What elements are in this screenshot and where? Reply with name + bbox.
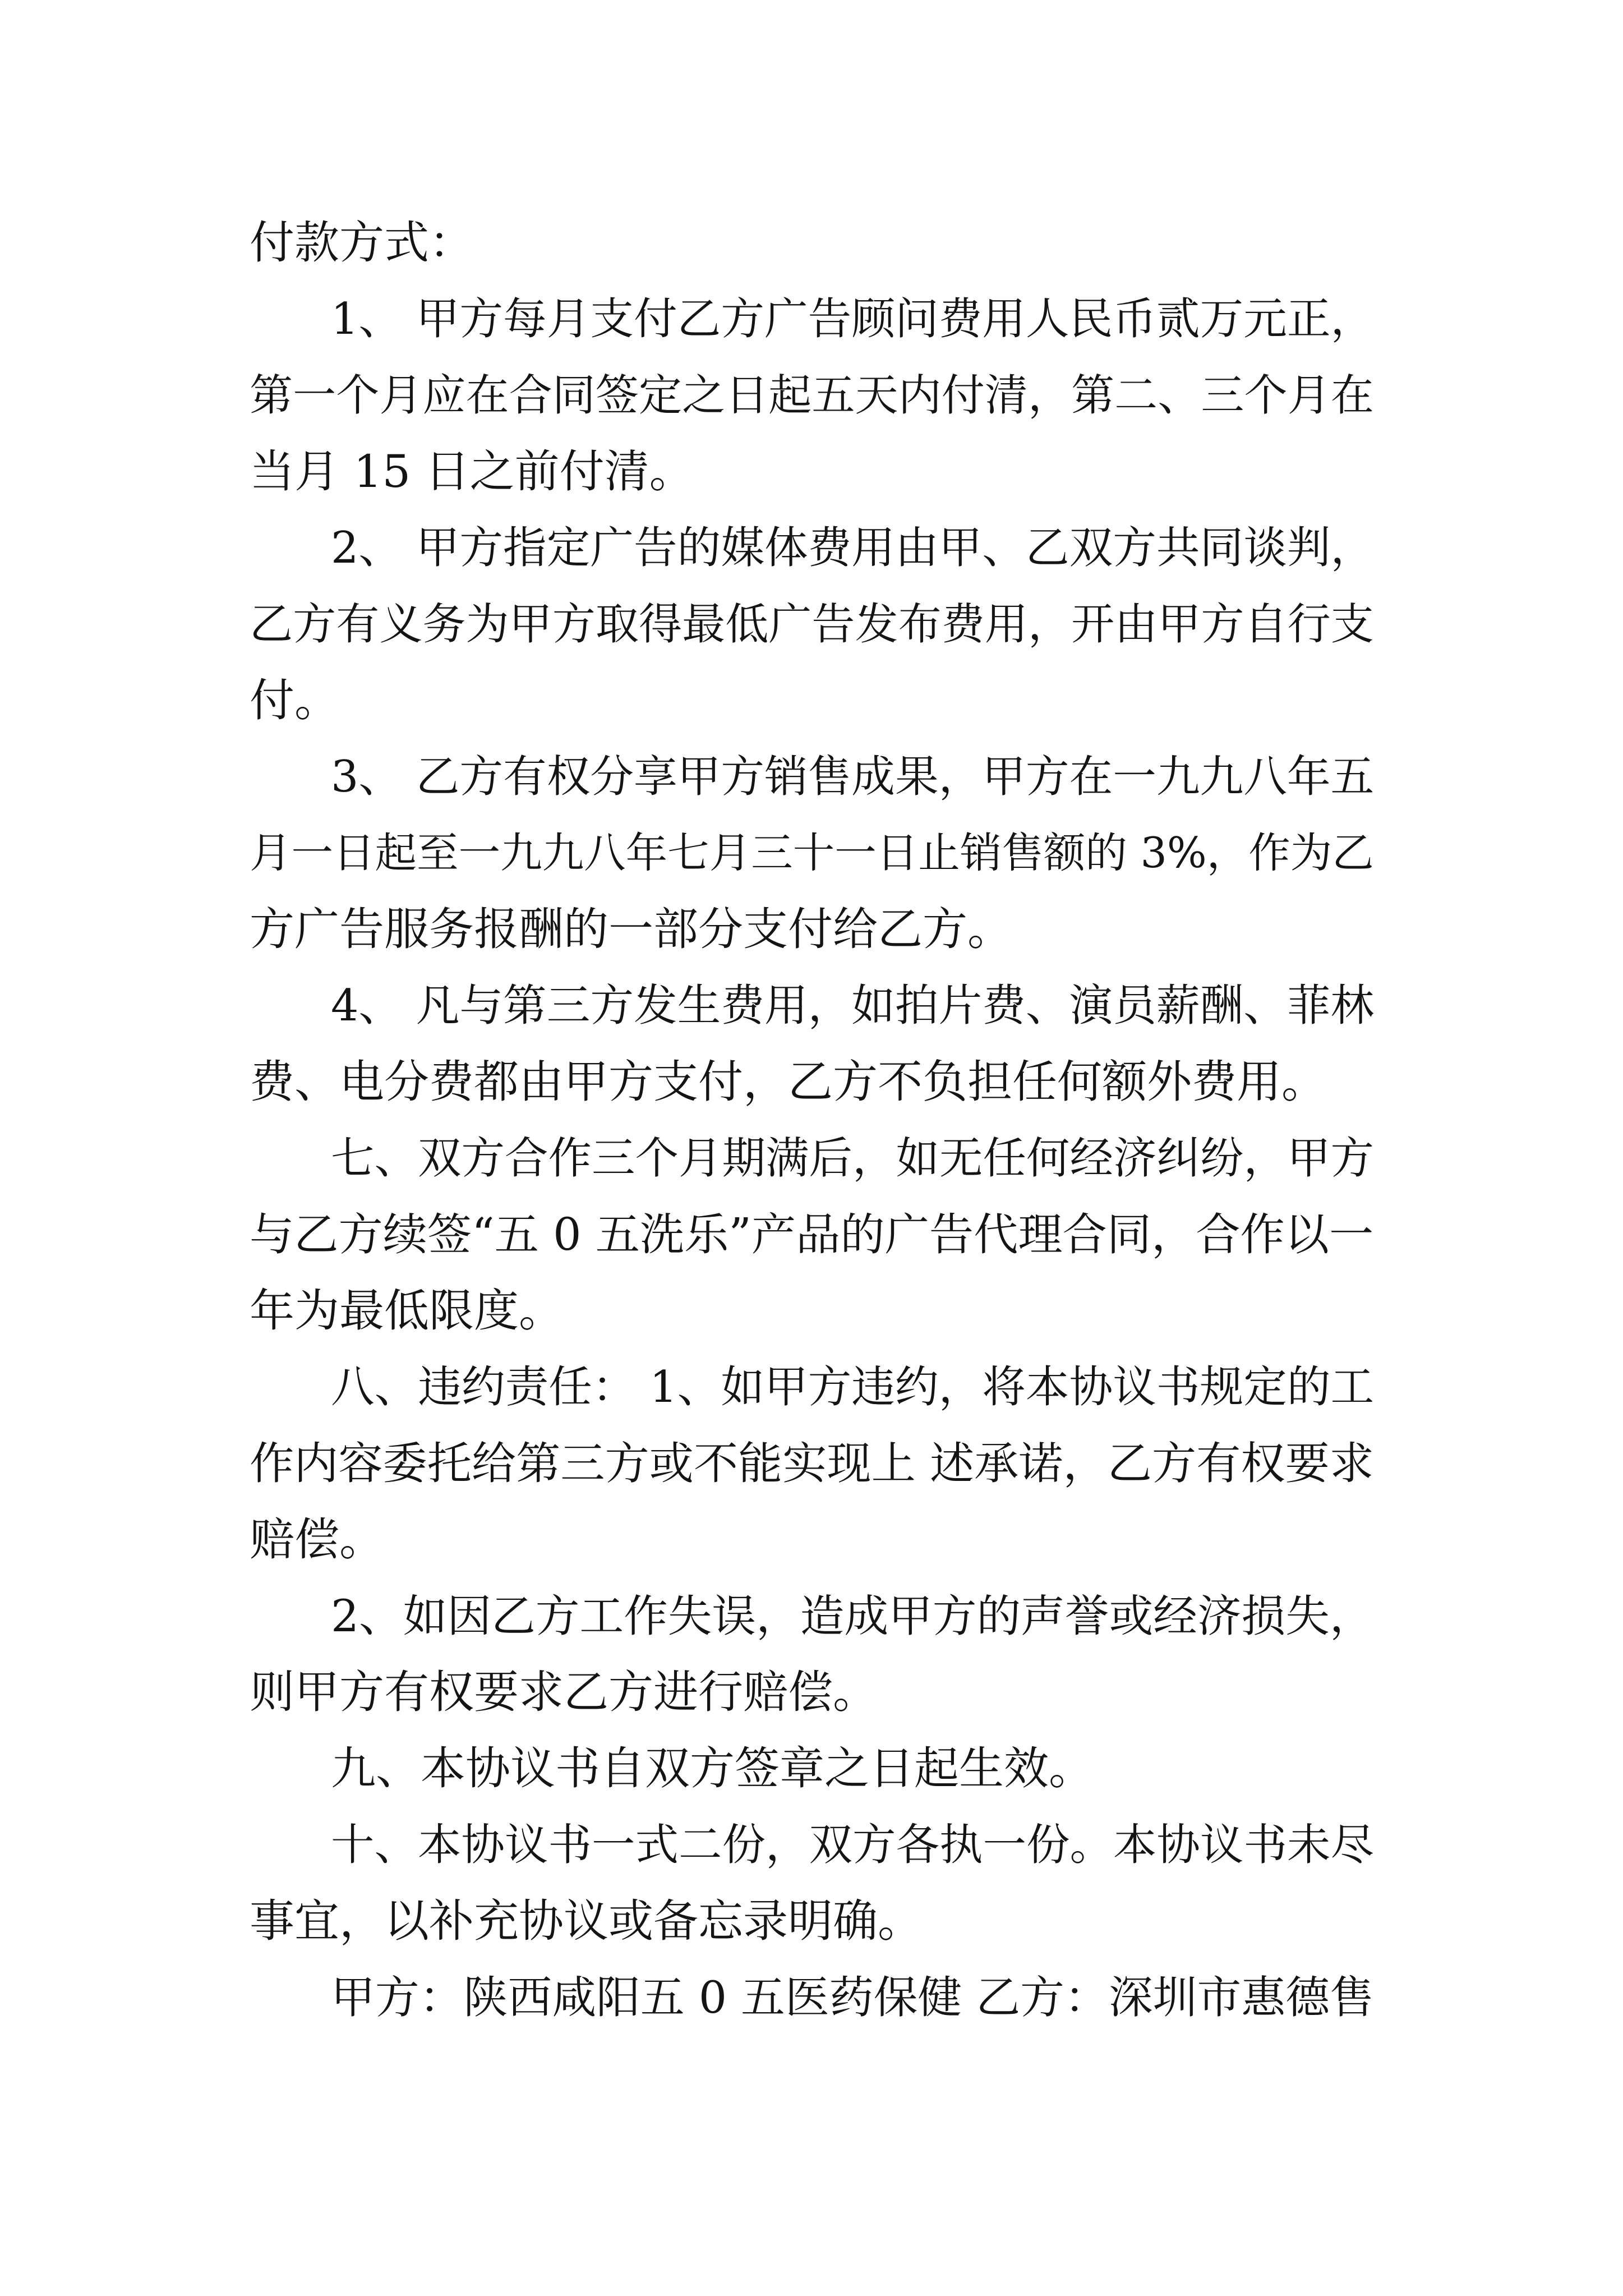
text-line: 七、双方合作三个月期满后，如无任何经济纠纷，甲方 xyxy=(331,1133,1375,1184)
text-line: 事宜，以补充协议或备忘录明确。 xyxy=(250,1895,923,1947)
text-line: 4、 凡与第三方发生费用，如拍片费、演员薪酬、菲林 xyxy=(331,981,1375,1031)
text-line: 2、 甲方指定广告的媒体费用由甲、乙双方共同谈判， xyxy=(331,523,1375,573)
text-line: 作内容委托给第三方或不能实现上 述承诺，乙方有权要求 xyxy=(250,1437,1374,1489)
text-line: 甲方：陕西咸阳五 0 五医药保健 乙方：深圳市惠德售 xyxy=(331,1972,1374,2023)
text-line: 第一个月应在合同签定之日起五天内付清，第二、三个月在 xyxy=(250,370,1374,421)
text-line: 当月 15 日之前付清。 xyxy=(250,445,694,498)
text-line: 乙方有义务为甲方取得最低广告发布费用，开由甲方自行支 xyxy=(250,599,1374,650)
text-line: 付款方式： xyxy=(250,217,474,269)
text-line: 则甲方有权要求乙方进行赔偿。 xyxy=(250,1666,878,1718)
text-line: 1、 甲方每月支付乙方广告顾问费用人民币贰万元正， xyxy=(331,294,1375,344)
text-line: 九、本协议书自双方签章之日起生效。 xyxy=(331,1742,1094,1795)
text-line: 年为最低限度。 xyxy=(250,1285,564,1337)
text-line: 费、电分费都由甲方支付，乙方不负担任何额外费用。 xyxy=(250,1056,1326,1108)
text-line: 2、如因乙方工作失误，造成甲方的声誉或经济损失， xyxy=(331,1590,1374,1642)
text-line: 十、本协议书一式二份，双方各执一份。本协议书未尽 xyxy=(331,1820,1375,1870)
text-line: 月一日起至一九九八年七月三十一日止销售额的 3%，作为乙 xyxy=(250,829,1374,877)
text-line: 付。 xyxy=(250,674,339,726)
text-line: 赔偿。 xyxy=(250,1513,384,1566)
text-line: 3、 乙方有权分享甲方销售成果，甲方在一九九八年五 xyxy=(331,752,1375,802)
text-line: 与乙方续签“五 0 五洗乐”产品的广告代理合同，合作以一 xyxy=(250,1208,1374,1260)
text-line: 方广告服务报酬的一部分支付给乙方。 xyxy=(250,903,1012,955)
text-line: 八、违约责任： 1、如甲方违约，将本协议书规定的工 xyxy=(331,1362,1375,1412)
